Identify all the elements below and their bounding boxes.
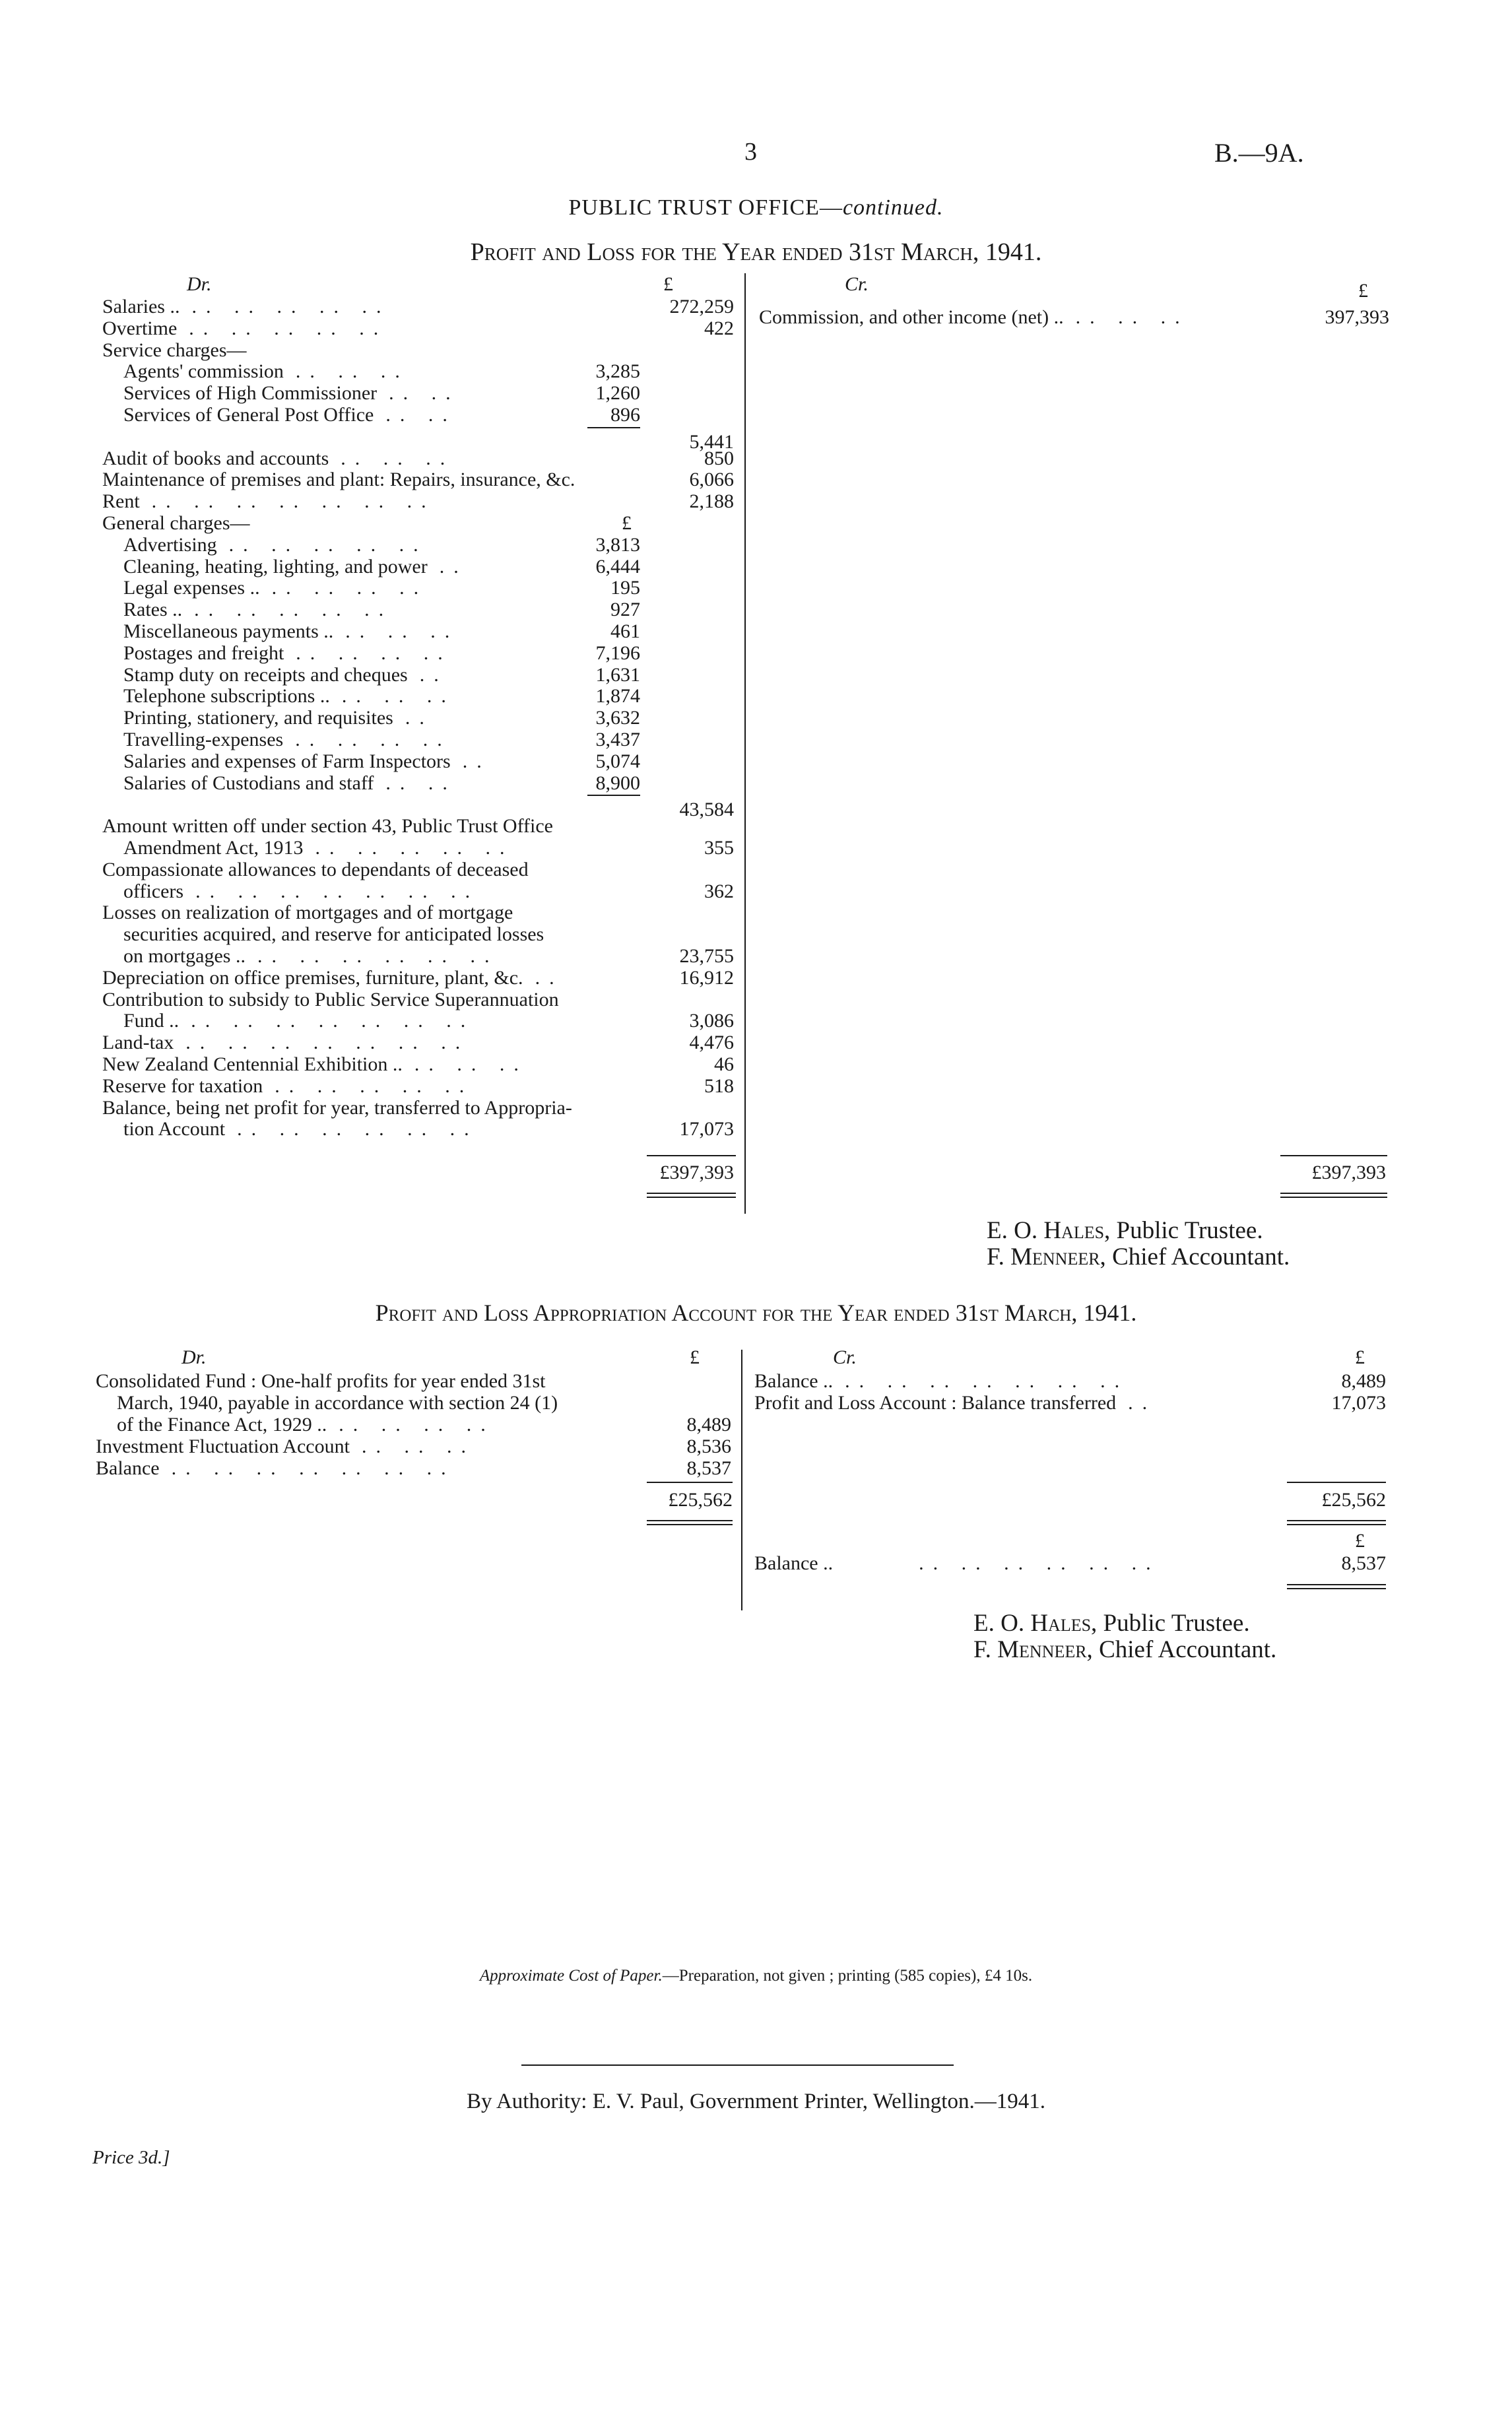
- pl-debit-leader-dots: .. .. ..: [345, 620, 459, 642]
- pl-debit-row-label: [102, 447, 454, 469]
- pl-credit-total-rule-1: [1280, 1193, 1387, 1194]
- app-balance-text: Balance ..: [754, 1552, 834, 1574]
- public-trustee-name-2: E. O. Hales,: [973, 1610, 1098, 1637]
- pl-debit-row-label: [102, 967, 564, 989]
- pl-debit-amount: 6,066: [689, 469, 734, 491]
- pl-debit-leader-dots: .. .. .. ..: [271, 577, 428, 599]
- pl-debit-label-text: officers: [123, 880, 184, 902]
- app-debit-label-text: Balance: [96, 1457, 160, 1479]
- app-debit-row-label: [117, 1414, 495, 1436]
- footer-cost-of-paper: [0, 1967, 1512, 1985]
- app-column-divider: [741, 1350, 742, 1610]
- app-credit-row-label: [754, 1392, 1156, 1414]
- pl-debit-amount: 3,086: [689, 1010, 734, 1032]
- chief-accountant-name-2: F. Menneer,: [973, 1636, 1093, 1663]
- app-credit-label-text: Profit and Loss Account : Balance transferred: [754, 1392, 1117, 1414]
- app-debit-amount: 8,537: [686, 1457, 731, 1479]
- pl-debit-row-label: [123, 945, 498, 967]
- pl-debit-amount: 362: [704, 880, 734, 902]
- pl-debit-sub-amount: 5,074: [595, 750, 640, 772]
- pl-debit-row-label: [102, 490, 436, 512]
- pl-debit-label-text: Overtime: [102, 317, 178, 339]
- pl-debit-label-text: General charges—: [102, 512, 250, 534]
- app-balance-currency: £: [1355, 1530, 1365, 1552]
- app-debit-total-rule-2: [647, 1524, 733, 1525]
- chief-accountant-title: Chief Accountant.: [1105, 1243, 1290, 1270]
- pl-debit-label-text: Rates ..: [123, 599, 183, 621]
- pl-debit-amount: 272,259: [669, 296, 734, 317]
- pl-debit-label-text: Cleaning, heating, lighting, and power: [123, 555, 428, 578]
- pl-debit-sub-amount: 3,632: [595, 707, 640, 729]
- pl-debit-label-text: Travelling-expenses: [123, 729, 284, 750]
- app-credit-total-rule-2: [1287, 1524, 1386, 1525]
- pl-credit-row-label: [759, 306, 1189, 328]
- pl-debit-row-label: [102, 339, 247, 361]
- pl-debit-label-text: Losses on realization of mortgages and of mortgage: [102, 902, 513, 924]
- pl-debit-label-text: Maintenance of premises and plant: Repairs, insurance, &c.: [102, 469, 575, 491]
- pl-debit-label-text: Amount written off under section 43, Public Trust Office: [102, 815, 553, 838]
- pl-credit-label-text: Commission, and other income (net) ..: [759, 306, 1064, 328]
- pl-debit-leader-dots: .. .. .. .. .. .. ..: [151, 490, 436, 513]
- pl-debit-sub-amount: 3,813: [595, 533, 640, 556]
- pl-debit-leader-dots: .. .. .. .. ..: [189, 317, 388, 339]
- pl-debit-leader-dots: ..: [535, 966, 564, 989]
- pl-debit-sub-amount: 1,874: [595, 685, 640, 708]
- pl-currency-header: £: [663, 273, 673, 295]
- pl-credit-total: £397,393: [1311, 1162, 1386, 1183]
- app-balance-dots: .. .. .. .. .. ..: [919, 1552, 1160, 1574]
- app-currency-header: £: [690, 1346, 700, 1368]
- app-credit-total-rule-top: [1287, 1482, 1386, 1483]
- pl-debit-label-text: Advertising: [123, 533, 217, 556]
- pl-debit-row-label: [123, 880, 479, 902]
- pl-debit-sub-amount: 461: [610, 620, 640, 642]
- pl-debit-row-label: [123, 729, 451, 750]
- office-title-suffix: continued.: [842, 195, 944, 220]
- app-dr-label: Dr.: [181, 1346, 207, 1368]
- document-reference: B.—9A.: [1214, 138, 1304, 168]
- pl-debit-sub-amount: 896: [610, 404, 640, 426]
- chief-accountant-name: F. Menneer,: [987, 1243, 1106, 1270]
- pl-dr-label: Dr.: [187, 273, 212, 295]
- pl-debit-leader-dots: .. .. .. .. .. .. ..: [191, 1010, 475, 1032]
- pl-debit-leader-dots: .. .. .. .. ..: [275, 1074, 474, 1097]
- pl-debit-label-text: Stamp duty on receipts and cheques: [123, 663, 408, 686]
- pl-debit-sub-amount: 927: [610, 599, 640, 621]
- pl-debit-leader-dots: ..: [419, 663, 448, 686]
- pl-debit-row-label: [123, 1118, 478, 1140]
- pl-debit-row-label: [123, 1010, 475, 1032]
- pl-cr-label: Cr.: [845, 273, 869, 295]
- pl-debit-sub-amount: 195: [610, 577, 640, 599]
- app-debit-label-text: of the Finance Act, 1929 ..: [117, 1414, 327, 1436]
- pl-debit-row-label: [102, 902, 513, 923]
- pl-debit-row-label: [123, 837, 513, 859]
- pl-debit-row-label: [123, 599, 393, 620]
- app-debit-amount: 8,536: [686, 1436, 731, 1457]
- pl-debit-row-label: [102, 317, 387, 339]
- pl-debit-leader-dots: .. .. .. .. .. ..: [237, 1118, 478, 1140]
- page-number: 3: [744, 138, 757, 166]
- pl-debit-amount: 355: [704, 837, 734, 859]
- pl-debit-leader-dots: .. .. ..: [341, 447, 455, 469]
- app-credit-amount: 8,489: [1341, 1370, 1386, 1392]
- pl-debit-row-label: [102, 469, 575, 490]
- public-trustee-name: E. O. Hales,: [987, 1217, 1111, 1244]
- pl-debit-subtotal: 43,584: [679, 799, 734, 821]
- pl-debit-amount: 17,073: [679, 1118, 734, 1140]
- pl-debit-label-text: Salaries ..: [102, 296, 180, 317]
- pl-debit-sub-amount: 3,285: [595, 360, 640, 383]
- pl-debit-amount: 850: [704, 447, 734, 469]
- pl-debit-label-text: New Zealand Centennial Exhibition ..: [102, 1053, 403, 1075]
- pl-debit-leader-dots: ..: [405, 707, 434, 729]
- app-debit-row-label: [96, 1457, 455, 1479]
- app-debit-leader-dots: .. .. .. ..: [339, 1414, 495, 1436]
- pl-debit-row-label: [102, 1075, 473, 1097]
- pl-credit-total-rule-2: [1280, 1197, 1387, 1198]
- pl-debit-label-text: Services of High Commissioner: [123, 382, 378, 405]
- pl-debit-label-text: Audit of books and accounts: [102, 447, 329, 469]
- public-trustee-title-2: Public Trustee.: [1097, 1610, 1250, 1637]
- app-credit-leader-dots: .. .. .. .. .. .. ..: [845, 1370, 1129, 1392]
- pl-debit-row-label: [123, 620, 459, 642]
- app-debit-total-rule-top: [647, 1482, 733, 1483]
- app-debit-label-text: Investment Fluctuation Account: [96, 1436, 350, 1457]
- pl-debit-total-rule-1: [647, 1193, 736, 1194]
- pl-debit-row-label: [102, 296, 390, 317]
- app-debit-amount: 8,489: [686, 1414, 731, 1436]
- pl-debit-leader-dots: ..: [462, 750, 491, 772]
- pl-debit-label-text: Miscellaneous payments ..: [123, 620, 334, 642]
- pl-debit-label-text: Services of General Post Office: [123, 404, 374, 426]
- public-trustee-title: Public Trustee.: [1110, 1217, 1263, 1244]
- pl-debit-leader-dots: .. .. .. .. .. ..: [257, 945, 499, 967]
- pl-debit-sub-amount: 6,444: [595, 555, 640, 578]
- app-credit-label-text: Balance ..: [754, 1370, 834, 1392]
- app-credit-row-label: [754, 1370, 1129, 1392]
- pl-debit-label-text: tion Account: [123, 1118, 226, 1140]
- app-balance-rule-2: [1287, 1588, 1386, 1589]
- signature-public-trustee-2: [973, 1610, 1250, 1637]
- app-credit-leader-dots: ..: [1128, 1392, 1157, 1414]
- pl-debit-label-text: Agents' commission: [123, 360, 284, 383]
- pl-debit-row-label: [102, 1053, 528, 1075]
- pl-column-divider: [744, 273, 746, 1214]
- pl-credit-leader-dots: .. .. ..: [1075, 306, 1189, 328]
- pl-debit-label-text: on mortgages ..: [123, 945, 246, 967]
- pl-debit-leader-dots: .. .. ..: [295, 360, 409, 383]
- pl-debit-label-text: Compassionate allowances to dependants of deceased: [102, 858, 529, 880]
- pl-debit-label-text: Fund ..: [123, 1010, 180, 1032]
- app-debit-total-rule-1: [647, 1520, 733, 1521]
- footer-rule: [521, 2064, 954, 2066]
- pl-debit-sub-amount: 3,437: [595, 729, 640, 750]
- pl-debit-amount: 518: [704, 1074, 734, 1097]
- pl-debit-subtotal: 5,441: [689, 430, 734, 453]
- pl-debit-row-label: [102, 1032, 469, 1053]
- pl-debit-subtotal-rule: [587, 795, 640, 796]
- pl-debit-leader-dots: .. ..: [389, 382, 460, 405]
- pl-debit-leader-dots: .. ..: [385, 772, 457, 794]
- app-credit-total: £25,562: [1321, 1489, 1386, 1511]
- pl-debit-row-label: [123, 707, 434, 729]
- pl-debit-row-label: [123, 382, 460, 404]
- app-debit-label-text: March, 1940, payable in accordance with section 24 (1): [117, 1392, 558, 1414]
- app-debit-row-label: [117, 1392, 558, 1414]
- pl-debit-sub-amount: 1,260: [595, 382, 640, 405]
- app-debit-row-label: [96, 1436, 475, 1457]
- pl-debit-label-text: Legal expenses ..: [123, 577, 260, 599]
- pl-debit-label-text: Rent: [102, 490, 140, 513]
- pl-cr-currency-header: £: [1358, 280, 1368, 302]
- pl-debit-row-label: [123, 664, 448, 686]
- pl-debit-label-text: Balance, being net profit for year, transferred to Appropria-: [102, 1096, 572, 1119]
- app-balance-amount: 8,537: [1341, 1552, 1386, 1574]
- signature-chief-accountant: [987, 1244, 1290, 1270]
- footer-price: Price 3d.]: [92, 2147, 170, 2168]
- pl-debit-row-label: [123, 360, 409, 382]
- app-credit-amount: 17,073: [1331, 1392, 1386, 1414]
- appropriation-title: Profit and Loss Appropriation Account for the Year ended 31st March, 1941.: [375, 1300, 1137, 1326]
- pl-debit-leader-dots: .. .. .. .. ..: [228, 533, 428, 556]
- cost-label: Approximate Cost of Paper.: [479, 1967, 663, 1985]
- pl-debit-leader-dots: .. .. ..: [341, 685, 455, 708]
- pl-debit-leader-dots: .. .. .. .. ..: [194, 599, 393, 621]
- pl-debit-leader-dots: .. .. .. .. ..: [315, 837, 514, 859]
- pl-debit-amount: 16,912: [679, 966, 734, 989]
- pl-debit-amount: 422: [704, 317, 734, 339]
- profit-loss-title: Profit and Loss for the Year ended 31st March, 1941.: [470, 238, 1042, 266]
- pl-debit-row-label: [102, 859, 529, 880]
- pl-debit-amount: 4,476: [689, 1032, 734, 1054]
- pl-debit-sub-amount: 8,900: [595, 772, 640, 794]
- pl-debit-total: £397,393: [659, 1162, 734, 1183]
- pl-debit-sub-currency: £: [622, 512, 632, 534]
- chief-accountant-title-2: Chief Accountant.: [1092, 1636, 1277, 1663]
- app-credit-total-rule-1: [1287, 1520, 1386, 1521]
- pl-debit-label-text: Postages and freight: [123, 642, 284, 664]
- pl-debit-row-label: [123, 642, 452, 664]
- pl-debit-leader-dots: ..: [439, 555, 468, 578]
- pl-debit-label-text: Amendment Act, 1913: [123, 837, 304, 859]
- pl-debit-row-label: [123, 404, 457, 426]
- pl-debit-label-text: Salaries of Custodians and staff: [123, 772, 374, 794]
- pl-debit-leader-dots: .. .. .. ..: [296, 642, 452, 664]
- pl-debit-leader-dots: .. .. .. ..: [295, 729, 451, 750]
- pl-debit-label-text: securities acquired, and reserve for anticipated losses: [123, 923, 544, 946]
- pl-debit-row-label: [102, 1097, 572, 1119]
- office-title: [0, 195, 1512, 220]
- pl-debit-leader-dots: .. .. .. .. ..: [191, 296, 391, 317]
- office-title-main: PUBLIC TRUST OFFICE—: [568, 195, 843, 220]
- pl-debit-label-text: Land-tax: [102, 1032, 174, 1054]
- app-debit-label-text: Consolidated Fund : One-half profits for year ended 31st: [96, 1370, 546, 1392]
- pl-debit-row-label: [123, 750, 491, 772]
- pl-debit-total-rule-top: [647, 1155, 736, 1156]
- pl-debit-label-text: Telephone subscriptions ..: [123, 685, 330, 708]
- app-debit-total: £25,562: [668, 1489, 733, 1511]
- pl-debit-label-text: Contribution to subsidy to Public Service Superannuation: [102, 988, 559, 1010]
- app-debit-leader-dots: .. .. ..: [361, 1436, 475, 1457]
- pl-debit-row-label: [123, 534, 428, 556]
- footer-authority: By Authority: E. V. Paul, Government Printer, Wellington.—1941.: [467, 2090, 1045, 2113]
- pl-debit-row-label: [102, 815, 553, 837]
- pl-debit-label-text: Printing, stationery, and requisites: [123, 707, 393, 729]
- app-debit-leader-dots: .. .. .. .. .. .. ..: [171, 1457, 455, 1479]
- pl-debit-leader-dots: .. ..: [385, 404, 457, 426]
- pl-debit-row-label: [102, 512, 250, 534]
- pl-debit-row-label: [102, 989, 559, 1010]
- pl-debit-sub-amount: 7,196: [595, 642, 640, 664]
- pl-debit-label-text: Salaries and expenses of Farm Inspectors: [123, 750, 451, 772]
- pl-debit-row-label: [123, 685, 455, 707]
- signature-public-trustee: [987, 1218, 1263, 1244]
- pl-credit-amount: 397,393: [1325, 306, 1389, 328]
- app-balance-label: [754, 1552, 1160, 1574]
- pl-debit-label-text: Depreciation on office premises, furniture, plant, &c.: [102, 966, 523, 989]
- pl-debit-subtotal-rule: [587, 427, 640, 428]
- pl-debit-total-rule-2: [647, 1197, 736, 1198]
- pl-debit-leader-dots: .. .. .. .. .. .. ..: [195, 880, 480, 902]
- cost-text: —Preparation, not given ; printing (585 copies), £4 10s.: [662, 1967, 1033, 1985]
- app-balance-rule-1: [1287, 1584, 1386, 1585]
- app-cr-label: Cr.: [833, 1346, 857, 1368]
- pl-credit-total-rule-top: [1280, 1155, 1387, 1156]
- app-cr-currency-header: £: [1355, 1346, 1365, 1368]
- pl-debit-label-text: Reserve for taxation: [102, 1074, 263, 1097]
- pl-debit-sub-amount: 1,631: [595, 663, 640, 686]
- pl-debit-amount: 46: [714, 1053, 734, 1075]
- pl-debit-row-label: [123, 577, 428, 599]
- signature-chief-accountant-2: [973, 1637, 1276, 1663]
- pl-debit-row-label: [123, 772, 457, 794]
- pl-debit-row-label: [123, 556, 468, 578]
- pl-debit-label-text: Service charges—: [102, 339, 247, 361]
- pl-debit-row-label: [123, 923, 544, 945]
- app-debit-row-label: [96, 1370, 546, 1392]
- pl-debit-amount: 23,755: [679, 945, 734, 967]
- pl-debit-amount: 2,188: [689, 490, 734, 513]
- pl-debit-leader-dots: .. .. .. .. .. .. ..: [185, 1032, 470, 1054]
- pl-debit-leader-dots: .. .. ..: [414, 1053, 528, 1075]
